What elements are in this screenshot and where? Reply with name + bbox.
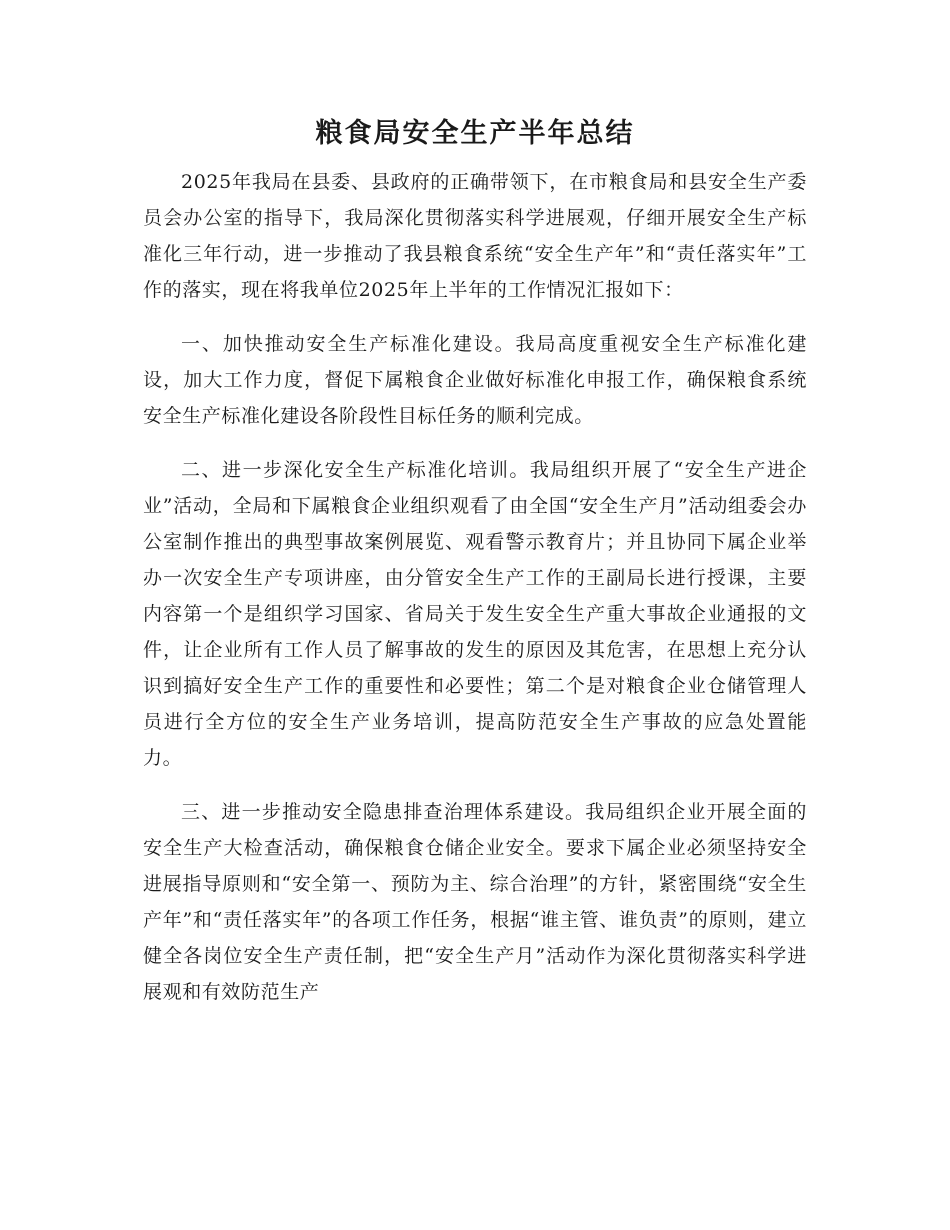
section-2-paragraph: 二、进一步深化安全生产标准化培训。我局组织开展了“安全生产进企业”活动，全局和下属粮食企业组织观看了由全国“安全生产月”活动组委会办公室制作推出的典型事故案例展览、观看警示教育片；并且协同下属企业举办一次安全生产专项讲座，由分管安全生产工作的王副局长进行授课，主要内容第一个是组织学习国家、省局关于发生安全生产重大事故企业通报的文件，让企业所有工作人员了解事故的发生的原因及其危害，在思想上充分认识到搞好安全生产工作的重要性和必要性；第二个是对粮食企业仓储管理人员进行全方位的安全生产业务培训，提高防范安全生产事故的应急处置能力。 <box>143 459 807 769</box>
section-3-paragraph: 三、进一步推动安全隐患排查治理体系建设。我局组织企业开展全面的安全生产大检查活动，确保粮食仓储企业安全。要求下属企业必须坚持安全进展指导原则和“安全第一、预防为主、综合治理”的方针，紧密围绕“安全生产年”和“责任落实年”的各项工作任务，根据“谁主管、谁负责”的原则，建立健全各岗位安全生产责任制，把“安全生产月”活动作为深化贯彻落实科学进展观和有效防范生产 <box>143 801 807 1003</box>
section-1-paragraph: 一、加快推动安全生产标准化建设。我局高度重视安全生产标准化建设，加大工作力度，督促下属粮食企业做好标准化申报工作，确保粮食系统安全生产标准化建设各阶段性目标任务的顺利完成。 <box>143 333 807 427</box>
document-body <box>143 112 807 1010</box>
document-title: 粮食局安全生产半年总结 <box>315 118 635 149</box>
intro-paragraph: 2025年我局在县委、县政府的正确带领下，在市粮食局和县安全生产委员会办公室的指导下，我局深化贯彻落实科学进展观，仔细开展安全生产标准化三年行动，进一步推动了我县粮食系统“安全生产年”和“责任落实年”工作的落实，现在将我单位2025年上半年的工作情况汇报如下： <box>143 171 807 301</box>
